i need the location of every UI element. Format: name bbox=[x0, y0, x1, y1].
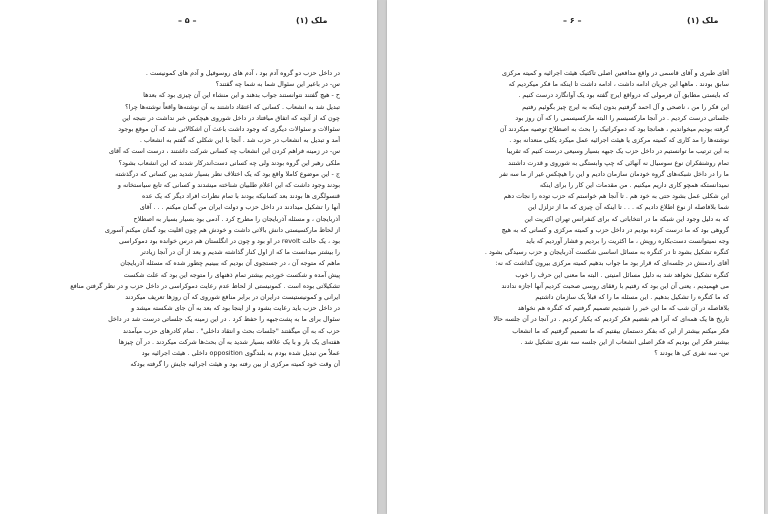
text-line: تاریخ ها یک همه‌ای که آنرا هم نقضیم فکر کردیم که یکبار کردیم . در آنجا در آن جلسه حالا bbox=[493, 315, 729, 324]
text-line: می فهمیدیم ، یعنی آن این بود که رفتیم با رفقای روسی صحبت کردیم آنها اجازه ندادند bbox=[501, 281, 729, 290]
running-header: ملک (۱) bbox=[687, 16, 719, 25]
text-line: چون که از آنچه که اتفاق میافتاد در داخل شوروی هیچکس خبر نداشت در نتیجه این bbox=[122, 113, 340, 122]
text-line: تمام روشنفکران نوع سوسیال نه آنهائی که چپ وابستگی به شوروی و قدرت داشتند bbox=[508, 158, 729, 167]
text-line: ج - این موضوع کاملا واقع بود که یک اختلاف نظر بسیار شدید بین کسانی که درگذشته bbox=[115, 169, 340, 178]
text-line: نمیدانستکه همچو کاری داریم میکنیم . من مقدمات این کار را برای اینکه bbox=[539, 181, 729, 190]
text-line: در داخل حزب باید رعایت بشود و از اینجا بود که بعد به آن جای شکسته میشد و bbox=[131, 304, 340, 313]
text-line: فکر میکنم بیشتر از این که بفکر دستمان بیفتیم که ما تصمیم گرفتیم که ما انشعاب bbox=[512, 326, 729, 335]
text-line: از لحاظ مارکسیستی دانش بالاتی داشت و خودش هم چون اقلیت بود گمان میکنم آسوری bbox=[104, 225, 340, 234]
text-line: عملاً من تبدیل شده بودم به بلندگوی opposition داخلی . هیئت اجرائیه بود bbox=[141, 349, 340, 358]
text-line: شما بلافاصله از نوع اطلاع دادیم که . . . تا اینکه آن چیزی که ما از تزلزل این bbox=[527, 203, 729, 212]
text-line: که به دلیل وجود این شبکه ما در انتخاباتی که برای کنفرانس تهران اکثریت این bbox=[524, 214, 729, 223]
text-line: جلساتی درست کردیم . در آنجا مارکسیسم را البته مارکسیسمی را که آن روز بود bbox=[515, 113, 729, 122]
text-line: گروهی بود که ما درست کرده بودیم در داخل حزب و کمیته مرکزی و کسانی که به هیچ bbox=[501, 225, 729, 234]
text-line: بیشتر فکر این بودیم که فکر اصلی انشعاب از این جلسه سه نفری تشکیل شد . bbox=[520, 337, 729, 346]
text-line: به این ترتیب ما توانستیم در داخل حزب یک جبهه بسیار وسیعی درست کنیم که تقریبا bbox=[506, 147, 729, 156]
text-line: ح - هیچ گفتند نتوانستند جواب بدهند و این منشاء این آن چیزی بود که بعدها bbox=[143, 91, 340, 100]
text-line: ایرانی و کمونیستیست درایران در برابر منافع شوروی که آن روزها تعریف میکردند bbox=[125, 293, 340, 302]
text-line: این فکر را من ، ناصحی و آل احمد گرفتیم بدون اینکه به ایرج چیز بگوئیم رفتیم bbox=[522, 102, 729, 111]
page-body-text bbox=[40, 68, 340, 370]
text-line: بود ، یک حالت revolt در او بود و چون در انگلستان هم درس خوانده بود دموکراسی bbox=[118, 237, 340, 246]
text-line: قنسولگری ها بودند بعد کسانیکه بودند با تمام نظرات افراد دیگر که یک عده bbox=[142, 192, 340, 201]
page-number: – ۵ – bbox=[178, 16, 197, 25]
text-line: کنگره تشکیل بشود تا در کنگره به مسائل اساسی شکست آذربایجان و حزب رسیدگی بشود . bbox=[484, 248, 729, 257]
text-line: تبدیل شد به انشعاب . کسانی که اعتقاد داشتند به آن نوشته‌ها واقعاً نوشته‌ها چرا؟ bbox=[125, 102, 340, 111]
text-line: را بیشتر میدانست ما که از اول کنار گذاشته شدیم و بعد از آن در آنجا زیادتر bbox=[140, 248, 340, 257]
text-line: آقای رادمنش در جلسه‌ای که قرار بود ما جواب بدهیم کمیته مرکزی بیرون گذاشت که نه: bbox=[495, 259, 729, 268]
text-line: آن وقت خود کمیته مرکزی از بین رفته بود و هیئت اجرائیه جایش را گرفته بودکه bbox=[130, 360, 340, 369]
text-line: پیش آمده و شکست خوردیم بیشتر تمام ذهنهای را متوجه این بود که علت شکست bbox=[123, 270, 340, 279]
text-line: تشکیلاتی بوده است . کمونیستی از لحاظ عدم رعایت دموکراسی در داخل حزب و در نظر گرفتن منافع bbox=[70, 281, 340, 290]
text-line: ملکی رهبر این گروه بودند ولی چه کسانی دست‌اندرکار شدند که این انشعاب بشود؟ bbox=[118, 158, 340, 167]
text-line: در داخل حزب دو گروه آدم بود ، آدم های روسوفیل و آدم های کمونیست . bbox=[145, 69, 340, 77]
page-gutter bbox=[377, 0, 387, 514]
text-line: کنگره تشکیل نخواهد شد به دلیل مسائل امنیتی . البته ما معنی این حرف را خوب bbox=[515, 270, 729, 279]
text-line: که بایستی مطابق آن فرمولی که درواقع ایرج گفته بود یک آوانگارد درست کنیم . bbox=[518, 91, 729, 100]
text-line: س- سه نفری کی ها بودند ؟ bbox=[654, 349, 729, 358]
text-line: حزب که به آن میگفتند "جلسات بحث و انتقاد داخلی" . تمام کادرهای حزب میآمدند bbox=[122, 326, 340, 335]
text-line: هفته‌ای یک بار و با یک علاقه بسیار شدید به آن بحث‌ها شرکت میکردند . در آن چیزها bbox=[118, 337, 340, 346]
text-line: آقای طبری و آقای قاسمی در واقع مدافعین اصلی تاکتیک هیئت اجرائیه و کمیته مرکزی bbox=[501, 69, 729, 77]
text-line: آنها را تشکیل میدادند در داخل حزب و دولت ایران من گمان میکنم . . . آقای bbox=[139, 203, 340, 212]
text-line: بودند وجود داشت که این اعلام طلبیان شناخته میشدند و کسانی که تابع سیاستخانه و bbox=[117, 181, 340, 190]
page-body-text bbox=[429, 68, 729, 359]
text-line: نوشته‌ها را مد کاری که کمیته مرکزی یا هیئت اجرائیه عمل میکرد یکلی منعدانه بود . bbox=[509, 136, 729, 145]
running-header: ملک (۱) bbox=[296, 16, 328, 25]
text-line: سئوالات و سئوالات دیگری که وجود داشت باعث آن اشکالاتی شد که آن موقع بوجود bbox=[118, 125, 340, 134]
text-line: سئوال برای ما به پشت‌جبهه را حفظ کرد . در این زمینه یک جلساتی درست شد در داخل bbox=[108, 315, 340, 324]
text-line: آذربایجان ، و مسئله آذربایجان را مطرح کرد . آدمی بود بسیار بسیار به اصطلاح bbox=[133, 214, 340, 223]
text-line: بلافاصله در آن شب که ما این خبر را شنیدیم تصمیم گرفتیم که کنگره هم نخواهد bbox=[517, 304, 729, 313]
text-line: س- در زمینه فراهم کردن این انشعاب چه کسانی شرکت داشتند ، درست است که آقای bbox=[109, 147, 340, 156]
text-line: ماهم که متوجه آن ، در جستجوی آن بودیم که ببینیم چطور شده که مسئله آذربایجان bbox=[120, 259, 340, 268]
text-line: سابق بودند . ماهها این جریان ادامه داشت ، ادامه داشت تا اینکه ما فکر میکردیم که bbox=[508, 80, 729, 89]
document-page-5 bbox=[0, 0, 377, 514]
text-line: س- در باعیر این سئوال شما به شما چه گفتند؟ bbox=[215, 80, 340, 89]
page-number: – ۶ – bbox=[563, 16, 582, 25]
document-page-6 bbox=[387, 0, 764, 514]
text-line: وجه نمیتوانست دست‌بکاره رویش ، ما اکثریت را بردیم و فشار آوردیم که باید bbox=[525, 237, 729, 246]
text-line: که ما کنگره را تشکیل بدهیم . این مسئله ما را که قبلاً یک سازمان داشتیم bbox=[535, 293, 729, 302]
text-line: ما را در داخل شبکه‌های گروه خودمان سازمان دادیم و این را هیچکس غیر از ما سه نفر bbox=[499, 169, 729, 178]
text-line: گرفته بودیم میخواندیم ، همانجا بود که دموکراتیک را بحث به اصطلاح توصیه میکردند آن bbox=[499, 125, 729, 134]
text-line: آمد و تبدیل به انشعاب در حزب شد . آنجا با این شکلی که گفتم به انشعاب . bbox=[139, 136, 340, 145]
text-line: این شکلی عمل بشود حتی به خود هم . تا آنجا هم خواستم که حزب توده را نجات دهم bbox=[503, 192, 729, 201]
